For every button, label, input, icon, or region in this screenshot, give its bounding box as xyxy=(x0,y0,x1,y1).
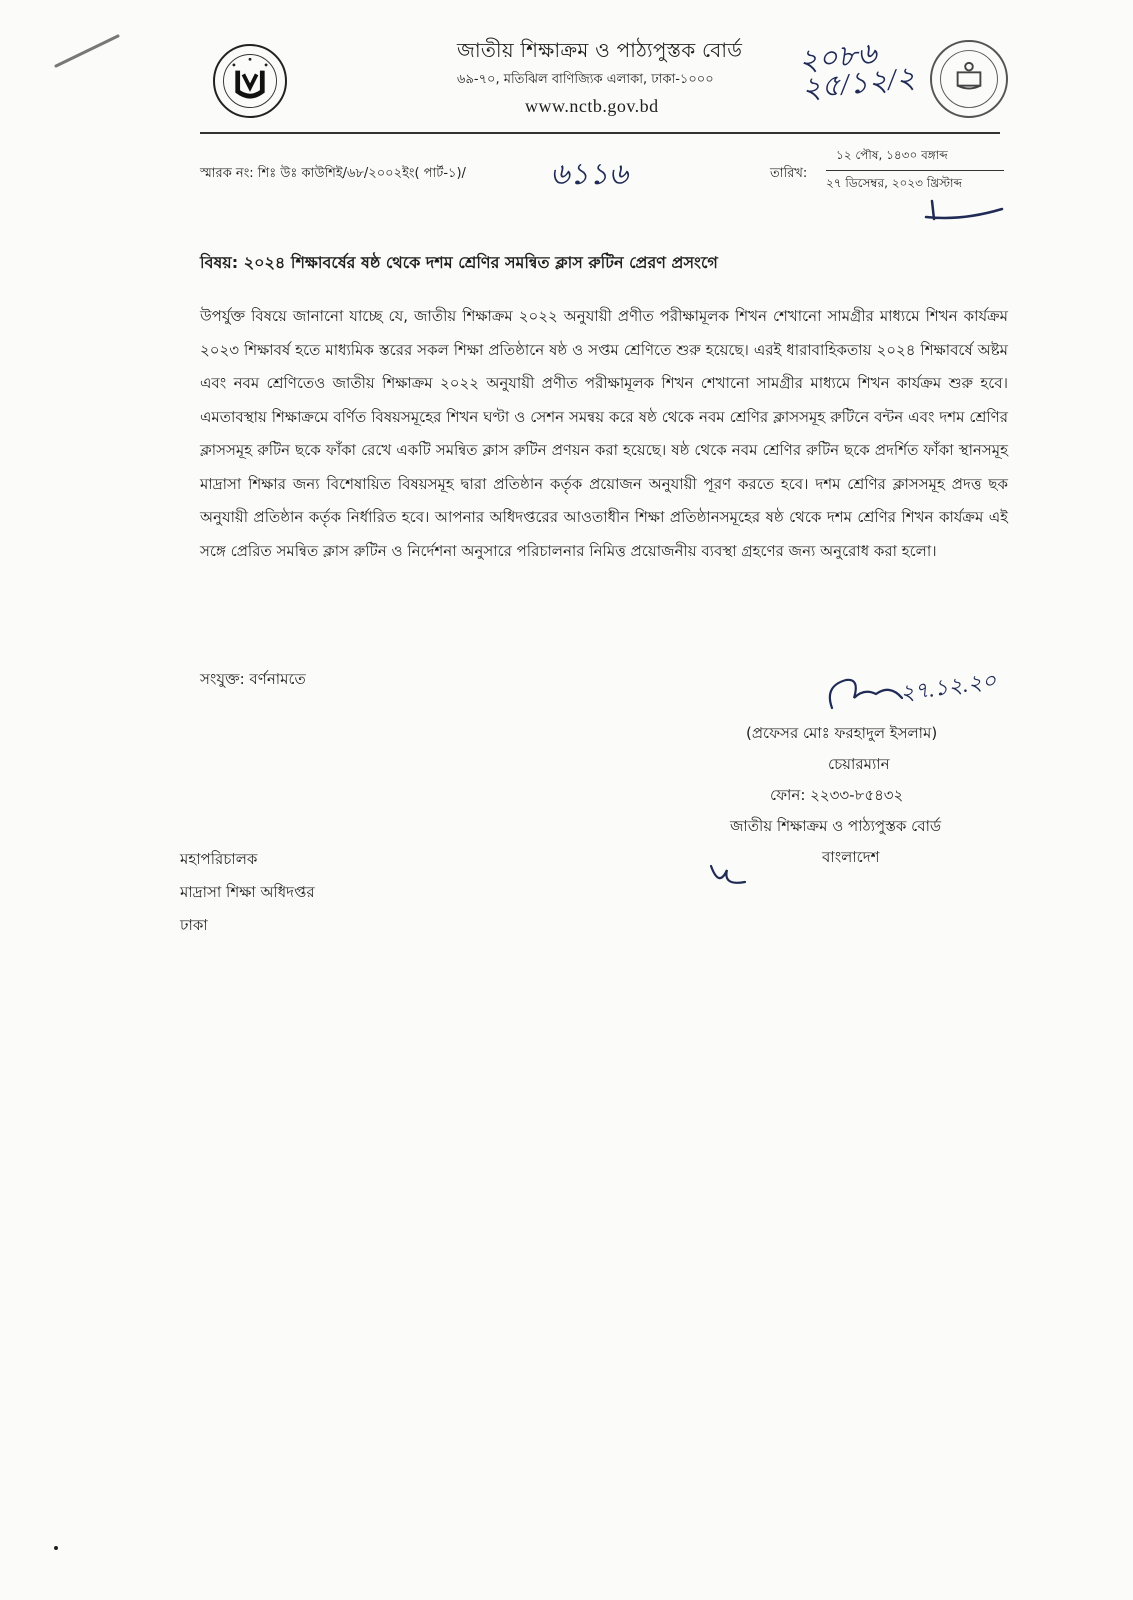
header-divider xyxy=(200,132,1000,134)
memo-label: স্মারক নং: শিঃ উঃ কাউশিই/৬৮/২০০২ইং( পার্ট-১)/ xyxy=(200,166,466,181)
signatory-org: জাতীয় শিক্ষাক্রম ও পাঠ্যপুস্তক বোর্ড xyxy=(730,817,941,835)
nctb-logo xyxy=(213,44,287,118)
org-name: জাতীয় শিক্ষাক্রম ও পাঠ্যপুস্তক বোর্ড xyxy=(457,38,743,62)
signatory-title: চেয়ারম্যান xyxy=(828,755,890,773)
subject-line: বিষয়: ২০২৪ শিক্ষাবর্ষের ষষ্ঠ থেকে দশম শ্রেণির সমন্বিত ক্লাস রুটিন প্রেরণ প্রসংগে xyxy=(200,253,718,272)
received-handwritten-note: ২০৮৬ ২৫/১২/২ xyxy=(797,36,917,106)
body-paragraph: উপর্যুক্ত বিষয়ে জানানো যাচ্ছে যে, জাতীয় শিক্ষাক্রম ২০২২ অনুযায়ী প্রণীত পরীক্ষামূলক শিখন শেখানো সামগ্রীর মাধ্যমে শিখন কার্যক্রম ২০২৩ শিক্ষাবর্ষ হতে মাধ্যমিক স্তরের সকল শিক্ষা প্রতিষ্ঠানে ষষ্ঠ ও সপ্তম শ্রেণিতে শুরু হয়েছে। এরই ধারাবাহিকতায় ২০২৪ শিক্ষাবর্ষে অষ্টম এবং নবম শ্রেণিতেও জাতীয় শিক্ষাক্রম ২০২২ অনুযায়ী প্রণীত পরীক্ষামূলক শিখন শেখানো সামগ্রীর মাধ্যমে শিখন কার্যক্রম শুরু হবে। এমতাবস্থায় শিক্ষাক্রমে বর্ণিত বিষয়সমূহের শিখন ঘণ্টা ও সেশন সমন্বয় করে ষষ্ঠ থেকে নবম শ্রেণির ক্লাসসমূহ রুটিনে বন্টন এবং দশম শ্রেণির ক্লাসসমূহ রুটিন ছকে ফাঁকা রেখে একটি সমন্বিত ক্লাস রুটিন প্রণয়ন করা হয়েছে। ষষ্ঠ থেকে নবম শ্রেণির রুটিন ছকে প্রদর্শিত ফাঁকা স্থানসমূহ মাদ্রাসা শিক্ষার জন্য বিশেষায়িত বিষয়সমূহ দ্বারা প্রতিষ্ঠান কর্তৃক প্রয়োজন অনুযায়ী পূরণ করতে হবে। দশম শ্রেণির ক্লাসসমূহ প্রদত্ত ছক অনুযায়ী প্রতিষ্ঠান কর্তৃক নির্ধারিত হবে। আপনার অধিদপ্তরের আওতাধীন শিক্ষা প্রতিষ্ঠানসমূহের ষষ্ঠ থেকে দশম শ্রেণির শিখন কার্যক্রম এই সঙ্গে প্রেরিত সমন্বিত ক্লাস রুটিন ও নির্দেশনা অনুসারে পরিচালনার নিমিত্ত প্রয়োজনীয় ব্যবস্থা গ্রহণের জন্য অনুরোধ করা হলো। xyxy=(200,307,1008,560)
signatory-country: বাংলাদেশ xyxy=(822,848,880,866)
memo-number xyxy=(200,164,466,185)
handwritten-initial-mark xyxy=(705,858,751,892)
signature-date-handwritten: ২৭.১২.২০ xyxy=(898,667,998,706)
memo-handwritten-number: ৬১১৬ xyxy=(550,158,628,191)
signatory-phone: ফোন: ২২৩৩-৮৫৪৩২ xyxy=(770,786,904,804)
pencil-stroke-mark xyxy=(52,30,122,70)
recipient-title: মহাপরিচালক xyxy=(180,850,258,868)
signatory-name: (প্রফেসর মোঃ ফরহাদুল ইসলাম) xyxy=(746,724,938,742)
date-gregorian: ২৭ ডিসেম্বর, ২০২৩ খ্রিস্টাব্দ xyxy=(826,176,962,190)
org-address: ৬৯-৭০, মতিঝিল বাণিজ্যিক এলাকা, ঢাকা-১০০০ xyxy=(457,72,714,87)
date-bangla: ১২ পৌষ, ১৪৩০ বঙ্গাব্দ xyxy=(836,148,948,162)
date-block xyxy=(826,147,1004,195)
recipient-block xyxy=(180,843,315,942)
date-rule xyxy=(826,170,1004,171)
recipient-city: ঢাকা xyxy=(180,916,208,934)
date-initial-signature xyxy=(922,195,1008,225)
received-seal-stamp xyxy=(930,40,1008,118)
enclosure-line: সংযুক্ত: বর্ণনামতে xyxy=(200,670,306,688)
org-website: www.nctb.gov.bd xyxy=(525,96,659,116)
scan-speck xyxy=(54,1546,58,1550)
date-label: তারিখ: xyxy=(770,166,808,181)
recipient-office: মাদ্রাসা শিক্ষা অধিদপ্তর xyxy=(180,883,315,901)
